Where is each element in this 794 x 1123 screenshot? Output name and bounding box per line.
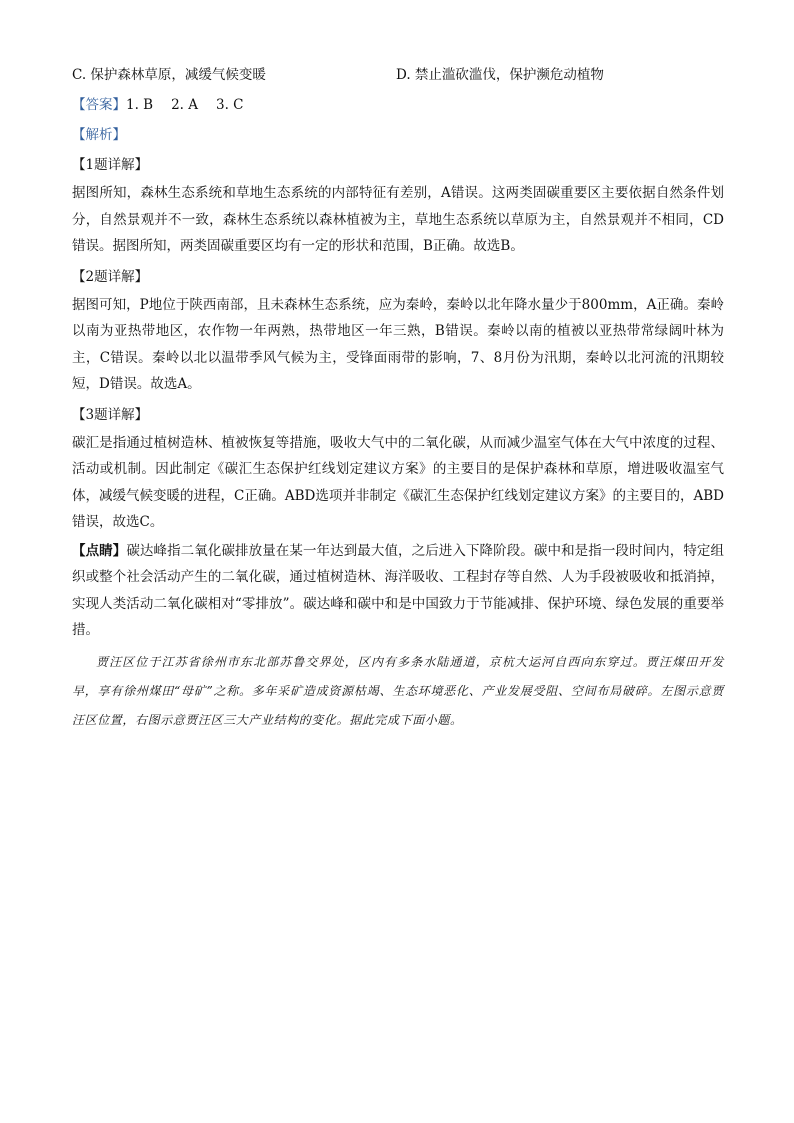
option-c: C. 保护森林草原，减缓气候变暖 — [72, 67, 266, 83]
document-page — [72, 64, 724, 735]
q2-title: 【2题详解】 — [72, 268, 149, 285]
question-material: 贾汪区位于江苏省徐州市东北部苏鲁交界处，区内有多条水陆通道，京杭大运河自西向东穿过。贾汪煤田开发早，享有徐州煤田“母矿”之称。多年采矿造成资源枯竭、生态环境恶化、产业发展受阻、空间布局破碎。左图示意贾汪区位置，右图示意贾汪区三大产业结构的变化。据此完成下面小题。 — [72, 654, 724, 727]
answer-items — [126, 97, 262, 113]
answer-line — [72, 92, 724, 118]
analysis-label: 【解析】 — [72, 127, 126, 143]
tip-paragraph — [72, 538, 724, 644]
q1-title: 【1题详解】 — [72, 157, 149, 173]
q1-explanation: 据图所知，森林生态系统和草地生态系统的内部特征有差别，A错误。这两类固碳重要区主要依据自然条件划分，自然景观并不一致，森林生态系统以森林植被为主，草地生态系统以草原为主，自然景观并不相同，CD错误。据图所知，两类固碳重要区均有一定的形状和范围，B正确。故选B。 — [72, 185, 724, 254]
answer-options-row — [72, 64, 724, 86]
answer-label: 【答案】 — [72, 97, 126, 113]
option-d: D. 禁止滥砍滥伐，保护濒危动植物 — [396, 67, 604, 83]
answer-item-2: 2. A — [171, 97, 199, 113]
tip-label: 【点睛】 — [72, 542, 127, 559]
answer-item-1: 1. B — [126, 97, 154, 113]
q3-title: 【3题详解】 — [72, 406, 149, 423]
answer-item-3: 3. C — [216, 97, 244, 113]
tip-text: 碳达峰指二氧化碳排放量在某一年达到最大值，之后进入下降阶段。碳中和是指一段时间内，特定组织或整个社会活动产生的二氧化碳，通过植树造林、海洋吸收、工程封存等自然、人为手段被吸收和抵消掉，实现人类活动二氧化碳相对“零排放”。碳达峰和碳中和是中国致力于节能减排、保护环境、绿色发展的重要举措。 — [72, 542, 725, 638]
q3-explanation: 碳汇是指通过植树造林、植被恢复等措施，吸收大气中的二氧化碳，从而减少温室气体在大气中浓度的过程、活动或机制。因此制定《碳汇生态保护红线划定建议方案》的主要目的是保护森林和草原，增进吸收温室气体，减缓气候变暖的进程，C正确。ABD选项并非制定《碳汇生态保护红线划定建议方案》的主要目的，ABD错误，故选C。 — [72, 434, 724, 530]
q2-explanation: 据图可知，P地位于陕西南部，且未森林生态系统，应为秦岭，秦岭以北年降水量少于800mm，A正确。秦岭以南为亚热带地区，农作物一年两熟，热带地区一年三熟，B错误。秦岭以南的植被以亚热带常绿阔叶林为主，C错误。秦岭以北以温带季风气候为主，受锋面雨带的影响，7、8月份为汛期，秦岭以北河流的汛期较短，D错误。故选A。 — [72, 296, 724, 392]
